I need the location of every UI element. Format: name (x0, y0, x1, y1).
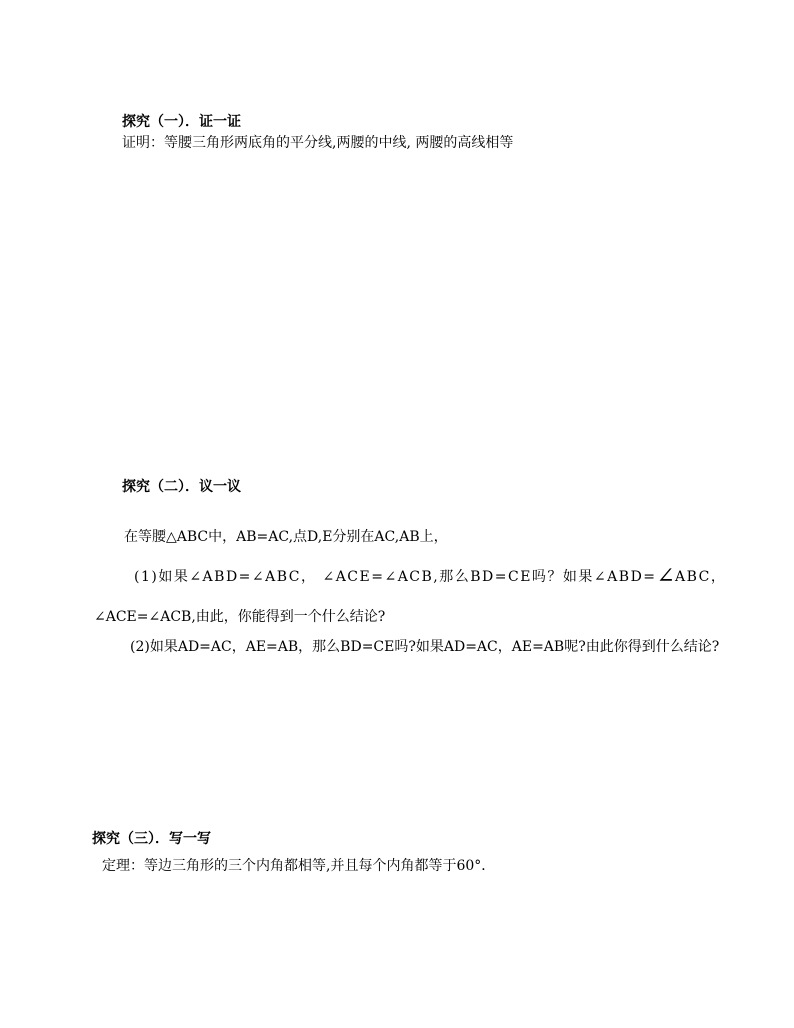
question-2: (2)如果AD=AC，AE=AB，那么BD=CE吗?如果AD=AC，AE=AB呢?由此你得到什么结论? (130, 639, 720, 655)
theorem-statement: 定理：等边三角形的三个内角都相等,并且每个内角都等于60°． (102, 858, 496, 874)
question-1-text-b: ABC， (674, 569, 727, 585)
section-2-intro: 在等腰△ABC中，AB=AC,点D,E分别在AC,AB上， (124, 529, 448, 545)
question-1-line-2: ∠ACE=∠ACB,由此，你能得到一个什么结论? (94, 609, 386, 625)
question-1-line-1 (134, 564, 727, 589)
section-1-title: 探究（一）．证一证 (122, 114, 241, 130)
section-2-title: 探究（二）．议一议 (122, 479, 241, 495)
section-3-title: 探究（三）．写一写 (92, 831, 211, 847)
question-1-text-a: (1)如果∠ABD=∠ABC， ∠ACE=∠ACB,那么BD=CE吗？如果∠ABD= (134, 569, 657, 585)
angle-symbol: ∠ (656, 564, 675, 589)
section-1-proof-statement: 证明：等腰三角形两底角的平分线,两腰的中线, 两腰的高线相等 (122, 135, 514, 151)
